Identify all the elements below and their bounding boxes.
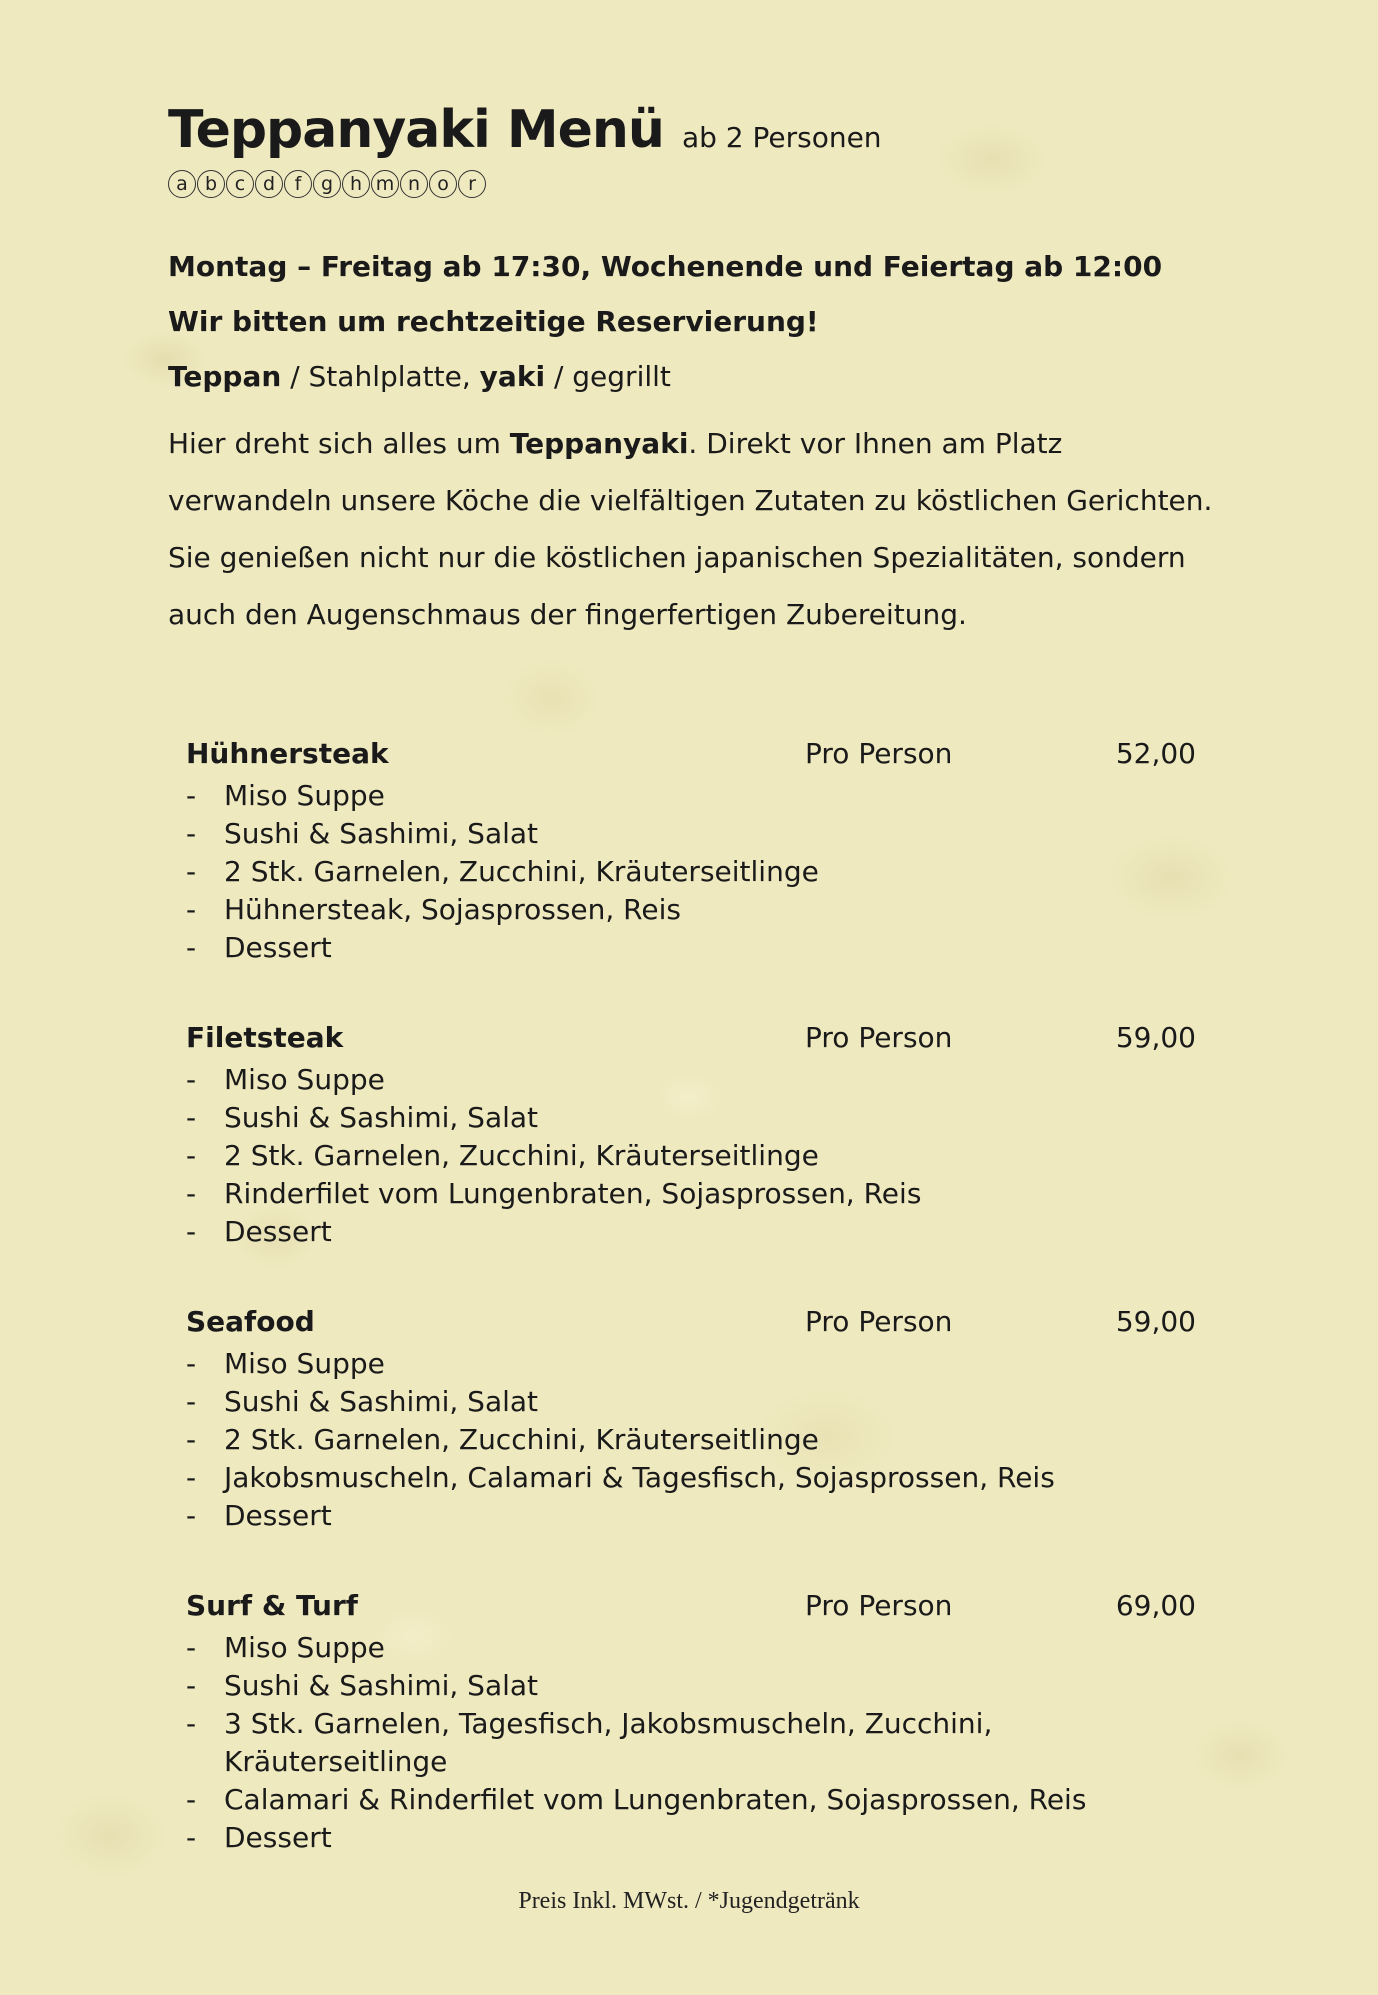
course-text: Hühnersteak, Sojasprossen, Reis [224, 893, 681, 926]
dash-bullet: - [186, 1177, 197, 1210]
menu-name: Surf & Turf [186, 1589, 358, 1622]
intro-text: Hier dreht sich alles um [168, 427, 510, 460]
list-item [186, 1459, 1094, 1497]
course-text: Jakobsmuscheln, Calamari & Tagesfisch, Sojasprossen, Reis [224, 1461, 1055, 1494]
menu-name: Hühnersteak [186, 737, 389, 770]
course-text: Miso Suppe [224, 779, 385, 812]
list-item [186, 1629, 1094, 1667]
allergen-codes [168, 170, 1208, 198]
list-item [186, 777, 1094, 815]
course-text: Sushi & Sashimi, Salat [224, 1101, 539, 1134]
dash-bullet: - [186, 855, 197, 888]
dash-bullet: - [186, 1423, 197, 1456]
menu-section-huehnersteak [186, 737, 1196, 967]
course-list [186, 1345, 1196, 1535]
dash-bullet: - [186, 893, 197, 926]
menu-header [186, 1305, 1196, 1345]
list-item [186, 815, 1094, 853]
dash-bullet: - [186, 1631, 197, 1664]
menu-section-seafood [186, 1305, 1196, 1535]
list-item [186, 1781, 1094, 1819]
menu-header [186, 1589, 1196, 1629]
dash-bullet: - [186, 1385, 197, 1418]
course-text: Dessert [224, 931, 332, 964]
title-row [168, 100, 1208, 160]
menu-name: Filetsteak [186, 1021, 344, 1054]
list-item [186, 1667, 1094, 1705]
allergen-badge: b [197, 170, 225, 198]
course-list [186, 1629, 1196, 1857]
dash-bullet: - [186, 1461, 197, 1494]
course-text: Sushi & Sashimi, Salat [224, 1385, 539, 1418]
dash-bullet: - [186, 1499, 197, 1532]
menu-page [168, 100, 1213, 643]
menu-section-filetsteak [186, 1021, 1196, 1251]
menu-price: 52,00 [1115, 737, 1196, 770]
course-text: Dessert [224, 1821, 332, 1854]
course-text: Miso Suppe [224, 1631, 385, 1664]
allergen-badge: n [400, 170, 428, 198]
list-item [186, 1819, 1094, 1857]
allergen-badge: h [342, 170, 370, 198]
dash-bullet: - [186, 779, 197, 812]
course-text: Miso Suppe [224, 1347, 385, 1380]
dash-bullet: - [186, 1139, 197, 1172]
price-unit: Pro Person [805, 737, 953, 770]
course-text: Dessert [224, 1499, 332, 1532]
list-item [186, 1213, 1094, 1251]
list-item [186, 1175, 1094, 1213]
price-unit: Pro Person [805, 1021, 953, 1054]
footer-note: Preis Inkl. MWst. / *Jugendgetränk [518, 1888, 860, 1914]
list-item [186, 1061, 1094, 1099]
allergen-badge: r [458, 170, 486, 198]
menu-name: Seafood [186, 1305, 315, 1338]
dash-bullet: - [186, 1821, 197, 1854]
menu-header [186, 1021, 1196, 1061]
dash-bullet: - [186, 817, 197, 850]
dash-bullet: - [186, 1707, 197, 1740]
page-title: Teppanyaki Menü [168, 100, 664, 160]
list-item [186, 891, 1094, 929]
price-unit: Pro Person [805, 1305, 953, 1338]
allergen-badge: o [429, 170, 457, 198]
list-item [186, 1345, 1094, 1383]
course-text: Sushi & Sashimi, Salat [224, 1669, 539, 1702]
course-list [186, 1061, 1196, 1251]
allergen-badge: g [313, 170, 341, 198]
yaki-meaning: / gegrillt [545, 360, 671, 393]
course-text: 2 Stk. Garnelen, Zucchini, Kräuterseitlinge [224, 855, 819, 888]
allergen-badge: c [226, 170, 254, 198]
menu-price: 59,00 [1115, 1305, 1196, 1338]
course-text: 2 Stk. Garnelen, Zucchini, Kräuterseitlinge [224, 1139, 819, 1172]
list-item [186, 853, 1094, 891]
course-text: 2 Stk. Garnelen, Zucchini, Kräuterseitlinge [224, 1423, 819, 1456]
course-text: Miso Suppe [224, 1063, 385, 1096]
dash-bullet: - [186, 1215, 197, 1248]
course-text: Dessert [224, 1215, 332, 1248]
intro-highlight: Teppanyaki [509, 427, 689, 460]
teppan-meaning: / Stahlplatte, [281, 360, 480, 393]
list-item [186, 929, 1094, 967]
intro-paragraph [168, 415, 1218, 643]
list-item [186, 1497, 1094, 1535]
dash-bullet: - [186, 1101, 197, 1134]
yaki-word: yaki [479, 360, 546, 393]
reservation-note: Wir bitten um rechtzeitige Reservierung! [168, 305, 819, 338]
intro-text: . Direkt vor Ihnen am Platz verwandeln unsere Köche die vielfältigen Zutaten zu köstlichen Gerichten. Sie genießen nicht nur die köstlichen japanischen Spezialitäten, sondern auch den Augenschmaus der fingerfertigen Zubereitung. [168, 427, 1213, 631]
page-subtitle: ab 2 Personen [681, 121, 882, 154]
allergen-badge: a [168, 170, 196, 198]
dash-bullet: - [186, 1783, 197, 1816]
dash-bullet: - [186, 1669, 197, 1702]
course-text: 3 Stk. Garnelen, Tagesfisch, Jakobsmuscheln, Zucchini, Kräuterseitlinge [224, 1707, 993, 1778]
dash-bullet: - [186, 931, 197, 964]
course-text: Calamari & Rinderfilet vom Lungenbraten, Sojasprossen, Reis [224, 1783, 1087, 1816]
course-text: Sushi & Sashimi, Salat [224, 817, 539, 850]
dash-bullet: - [186, 1063, 197, 1096]
teppanyaki-definition [168, 360, 1208, 393]
dash-bullet: - [186, 1347, 197, 1380]
list-item [186, 1421, 1094, 1459]
allergen-badge: m [371, 170, 399, 198]
menu-header [186, 737, 1196, 777]
teppan-word: Teppan [168, 360, 282, 393]
price-unit: Pro Person [805, 1589, 953, 1622]
menu-price: 59,00 [1115, 1021, 1196, 1054]
allergen-badge: f [284, 170, 312, 198]
list-item [186, 1705, 1004, 1781]
course-text: Rinderfilet vom Lungenbraten, Sojasprossen, Reis [224, 1177, 922, 1210]
menu-price: 69,00 [1115, 1589, 1196, 1622]
menu-list [186, 737, 1196, 1911]
list-item [186, 1099, 1094, 1137]
menu-section-surf-turf [186, 1589, 1196, 1857]
opening-hours: Montag – Freitag ab 17:30, Wochenende und Feiertag ab 12:00 [168, 250, 1163, 283]
course-list [186, 777, 1196, 967]
list-item [186, 1383, 1094, 1421]
allergen-badge: d [255, 170, 283, 198]
list-item [186, 1137, 1094, 1175]
